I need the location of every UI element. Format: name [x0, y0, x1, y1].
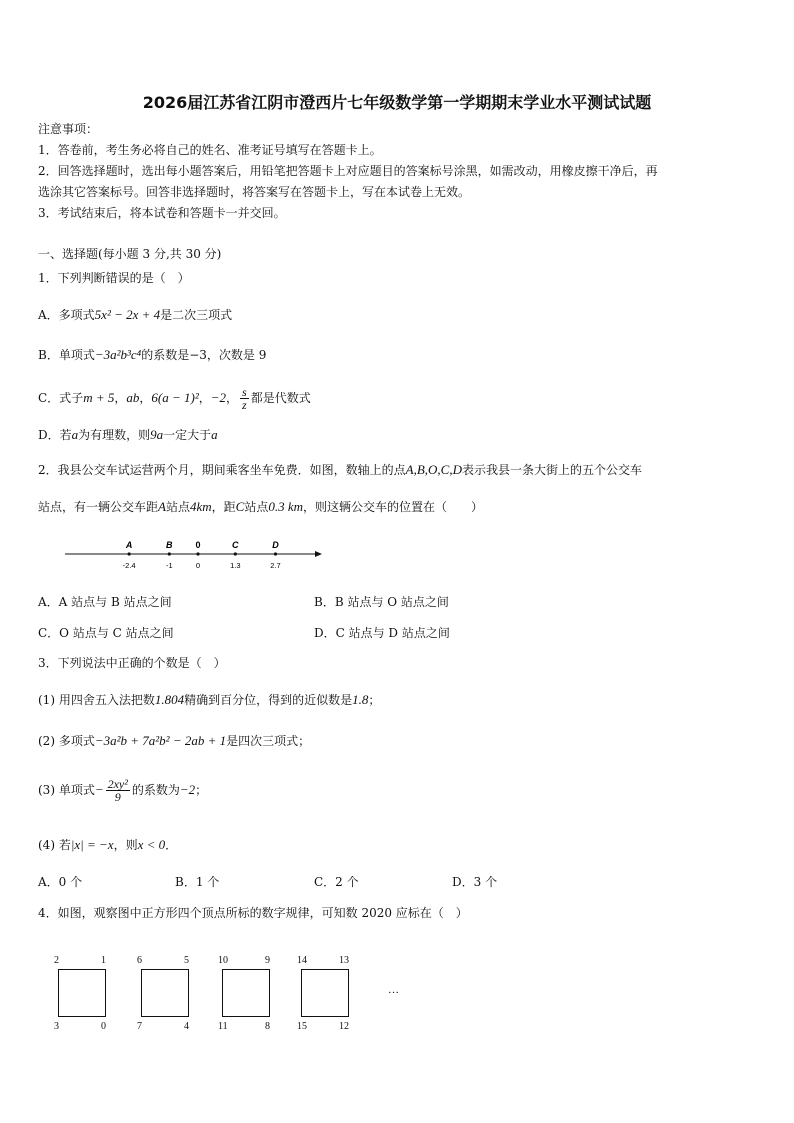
- q1-d-mid-2: 一定大于: [163, 428, 212, 442]
- axis-point-4: [274, 552, 277, 555]
- q3-s3-numerator: 2xy²: [107, 777, 128, 791]
- q2-text-2c: ，距: [211, 500, 236, 514]
- square-1-tl-number: 2: [54, 955, 59, 966]
- q1-c-fraction: [240, 386, 249, 411]
- axis-value-0: -2.4: [122, 561, 136, 570]
- q3-s4-expr: |x| = −x: [70, 837, 114, 852]
- square-4-bl-number: 15: [297, 1021, 307, 1032]
- q2-text-2d: 站点: [244, 500, 269, 514]
- q3-option-d: D．3 个: [452, 875, 498, 889]
- q1-option-c: [38, 384, 311, 412]
- q3-s3-prefix: (3) 单项式: [38, 783, 95, 797]
- notice-item-2: 2．回答选择题时，选出每小题答案后，用铅笔把答题卡上对应题目的答案标号涂黑，如需改动，用橡皮擦干净后，再: [38, 164, 658, 178]
- q2-text-2e: ，则这辆公交车的位置在（ ）: [303, 500, 484, 514]
- q1-c-denominator: z: [242, 398, 247, 412]
- q2-text-1: 2．我县公交车试运营两个月，期间乘客坐车免费．如图，数轴上的点: [38, 463, 406, 477]
- q3-s1-suffix: ；: [368, 693, 381, 707]
- q2-option-a: A．A 站点与 B 站点之间: [38, 595, 172, 609]
- square-1-br-number: 0: [101, 1021, 106, 1032]
- q1-b-expr: −3a²b³c⁴: [94, 347, 142, 362]
- square-2-tl-number: 6: [137, 955, 142, 966]
- q1-c-sep-1: ，: [114, 391, 127, 405]
- notice-item-2-cont: 选涂其它答案标号。回答非选择题时，将答案写在答题卡上，写在本试卷上无效。: [38, 185, 471, 199]
- q3-s3-value: −2: [179, 782, 196, 797]
- q1-stem: 1．下列判断错误的是（ ）: [38, 271, 190, 285]
- q3-s1-prefix: (1) 用四舍五入法把数: [38, 693, 155, 707]
- q1-c-expr-4: −2: [210, 390, 227, 405]
- square-2: [141, 969, 189, 1017]
- q3-s1-result: 1.8: [352, 692, 369, 707]
- q3-s3-suffix: ；: [195, 783, 208, 797]
- q3-s3-denominator: 9: [114, 790, 121, 804]
- square-2-tr-number: 5: [184, 955, 189, 966]
- axis-label-2: 0: [195, 540, 201, 550]
- q2-points: A,B,O,C,D: [405, 462, 462, 477]
- q3-option-c: C．2 个: [314, 875, 359, 889]
- q1-c-sep-3: ，: [198, 391, 211, 405]
- q3-s3-sign: −: [94, 782, 104, 797]
- q1-a-expr: 5x² − 2x + 4: [94, 307, 161, 322]
- q3-statement-4: [38, 838, 177, 852]
- square-1-tr-number: 1: [101, 955, 106, 966]
- q1-b-prefix: B．单项式: [38, 348, 95, 362]
- q3-stem: 3．下列说法中正确的个数是（ ）: [38, 656, 226, 670]
- axis-point-0: [128, 552, 131, 555]
- q2-text-1b: 表示我县一条大街上的五个公交车: [461, 463, 642, 477]
- square-3: [222, 969, 270, 1017]
- q2-distance-2: 0.3 km: [268, 499, 304, 514]
- q1-option-b: [38, 348, 266, 362]
- q3-option-b: B．1 个: [175, 875, 220, 889]
- squares-ellipsis: …: [388, 984, 399, 996]
- axis-arrow: [315, 551, 322, 557]
- q1-c-expr-3: 6(a − 1)²: [151, 390, 199, 405]
- q1-a-suffix: 是二次三项式: [160, 308, 233, 322]
- q4-stem: 4．如图，观察图中正方形四个顶点所标的数字规律，可知数 2020 应标在（ ）: [38, 906, 468, 920]
- number-line: [60, 538, 330, 574]
- q1-d-var-3: a: [211, 427, 218, 442]
- square-2-br-number: 4: [184, 1021, 189, 1032]
- q2-var-a: A: [158, 499, 166, 514]
- q1-d-var-2: 9a: [150, 427, 164, 442]
- square-4-tr-number: 13: [339, 955, 349, 966]
- q1-c-sep-2: ，: [139, 391, 152, 405]
- q1-d-var-1: a: [71, 427, 79, 442]
- square-4-tl-number: 14: [297, 955, 307, 966]
- q2-option-c: C．O 站点与 C 站点之间: [38, 626, 174, 640]
- square-3-tl-number: 10: [218, 955, 228, 966]
- q1-option-d: [38, 428, 218, 442]
- q1-b-suffix: 的系数是−3，次数是 9: [141, 348, 267, 362]
- q1-c-suffix: 都是代数式: [250, 391, 311, 405]
- q3-s4-mid: ，则: [113, 838, 138, 852]
- q1-c-prefix: C．式子: [38, 391, 84, 405]
- q1-option-a: [38, 308, 232, 322]
- q2-stem-line-2: [38, 500, 483, 514]
- axis-point-2: [196, 552, 199, 555]
- q3-statement-1: [38, 693, 380, 707]
- square-1-bl-number: 3: [54, 1021, 59, 1032]
- q1-c-expr-2: ab: [126, 390, 140, 405]
- q3-s2-prefix: (2) 多项式: [38, 734, 95, 748]
- q2-option-d: D．C 站点与 D 站点之间: [314, 626, 450, 640]
- axis-label-3: C: [232, 540, 239, 550]
- square-4-br-number: 12: [339, 1021, 349, 1032]
- square-1: [58, 969, 106, 1017]
- q3-s4-result: x < 0: [137, 837, 166, 852]
- q2-text-2a: 站点，有一辆公交车距: [38, 500, 159, 514]
- axis-value-3: 1.3: [230, 561, 241, 570]
- axis-label-0: A: [125, 540, 133, 550]
- square-3-tr-number: 9: [265, 955, 270, 966]
- q2-text-2b: 站点: [165, 500, 190, 514]
- axis-value-4: 2.7: [270, 561, 281, 570]
- notice-item-1: 1．答卷前，考生务必将自己的姓名、准考证号填写在答题卡上。: [38, 143, 382, 157]
- axis-label-1: B: [166, 540, 173, 550]
- notice-heading: 注意事项：: [38, 122, 99, 136]
- q3-s4-prefix: (4) 若: [38, 838, 71, 852]
- square-4: [301, 969, 349, 1017]
- axis-point-3: [234, 552, 237, 555]
- axis-value-2: 0: [195, 561, 201, 570]
- square-3-bl-number: 11: [218, 1021, 228, 1032]
- q2-var-c: C: [235, 499, 245, 514]
- q2-distance-1: 4km: [189, 499, 212, 514]
- square-3-br-number: 8: [265, 1021, 270, 1032]
- q3-s1-mid: 精确到百分位，得到的近似数是: [184, 693, 353, 707]
- notice-item-3: 3．考试结束后，将本试卷和答题卡一并交回。: [38, 206, 286, 220]
- q3-statement-3: [38, 776, 207, 804]
- square-2-bl-number: 7: [137, 1021, 142, 1032]
- q1-c-sep-4: ，: [226, 391, 239, 405]
- q1-d-mid: 为有理数，则: [78, 428, 151, 442]
- q3-s3-fraction: [106, 778, 130, 803]
- q3-s2-suffix: 是四次三项式；: [226, 734, 311, 748]
- axis-value-1: -1: [165, 561, 173, 570]
- q1-d-prefix: D．若: [38, 428, 72, 442]
- q3-s2-expr: −3a²b + 7a²b² − 2ab + 1: [94, 733, 227, 748]
- q1-c-expr-1: m + 5: [83, 390, 115, 405]
- q3-s1-number: 1.804: [154, 692, 185, 707]
- page-title: 2026届江苏省江阴市澄西片七年级数学第一学期期末学业水平测试试题: [142, 93, 652, 112]
- q3-statement-2: [38, 734, 310, 748]
- q1-c-numerator: s: [242, 385, 247, 399]
- q2-stem-line-1: [38, 463, 642, 477]
- q1-a-prefix: A．多项式: [38, 308, 95, 322]
- section-heading: 一、选择题(每小题 3 分,共 30 分): [38, 247, 222, 261]
- axis-label-4: D: [272, 540, 279, 550]
- q3-option-a: A．0 个: [38, 875, 83, 889]
- q2-option-b: B．B 站点与 O 站点之间: [314, 595, 449, 609]
- q3-s4-suffix: ．: [165, 838, 178, 852]
- axis-point-1: [168, 552, 171, 555]
- q3-s3-mid: 的系数为: [131, 783, 180, 797]
